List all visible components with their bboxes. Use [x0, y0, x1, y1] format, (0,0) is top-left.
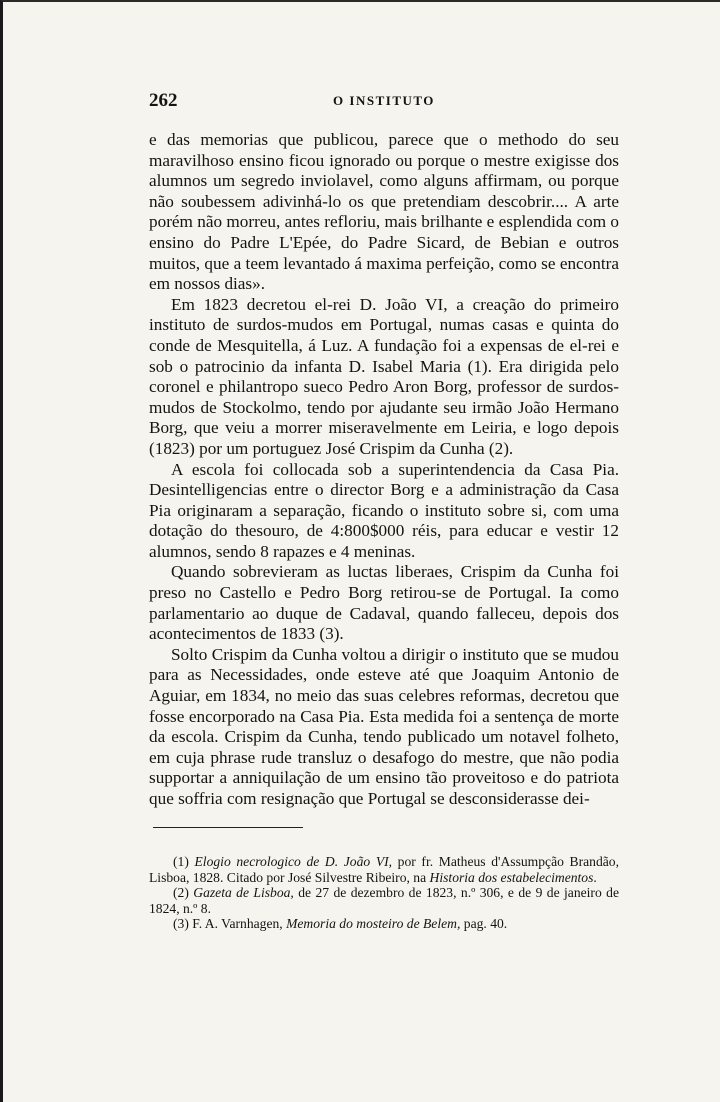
- footnote-title: Memoria do mosteiro de Belem,: [286, 916, 461, 932]
- page-number: 262: [149, 90, 178, 111]
- footnote-marker: (3): [173, 916, 189, 932]
- footnote: [149, 854, 619, 885]
- footnote: [149, 916, 619, 932]
- footnote-text: .: [593, 869, 597, 885]
- main-text: [149, 130, 619, 810]
- running-title: O INSTITUTO: [333, 93, 435, 108]
- footnotes: [149, 854, 619, 932]
- footnote-title: Elogio necrologico de D. João VI,: [194, 854, 393, 869]
- page-header: [149, 90, 619, 114]
- footnote-divider: [153, 827, 303, 828]
- paragraph: Quando sobrevieram as luctas liberaes, Crispim da Cunha foi preso no Castello e Pedro Borg retirou-se de Portugal. Ia como parlamentario ao duque de Cadaval, quando falleceu, depois dos acontecimentos de 1833 (3).: [149, 562, 619, 644]
- footnote-marker: (2): [173, 885, 189, 901]
- paragraph: Solto Crispim da Cunha voltou a dirigir o instituto que se mudou para as Necessidades, onde esteve até que Joaquim Antonio de Aguiar, em 1834, no meio das suas celebres reformas, decretou que fosse encorporado na Casa Pia. Esta medida foi a sentença de morte da escola. Crispim da Cunha, tendo publicado um notavel folheto, em cuja phrase rude transluz o desafogo do mestre, que não podia supportar a anniquilação de um ensino tão proveitoso e do patriota que soffria com resignação que Portugal se desconsiderasse dei-: [149, 644, 619, 808]
- paragraph: Em 1823 decretou el-rei D. João VI, a creação do primeiro instituto de surdos-mudos em Portugal, numas casas e quinta do conde de Mesquitella, á Luz. A fundação foi a expensas de el-rei e sob o patrocinio da infanta D. Isabel Maria (1). Era dirigida pelo coronel e philantropo sueco Pedro Aron Borg, professor de surdos-mudos de Stockolmo, tendo por ajudante seu irmão João Hermano Borg, que veiu a morrer miseravelmente em Leiria, e logo depois (1823) por um portuguez José Crispim da Cunha (2).: [149, 294, 619, 458]
- footnote: [149, 885, 619, 916]
- footnote-text: por fr. Matheus d'Assumpção Brandão, Lisboa, 1828. Citado por José Silvestre Ribeiro, na: [149, 854, 619, 885]
- footnote-text: F. A. Varnhagen,: [192, 916, 287, 932]
- paragraph: A escola foi collocada sob a superintendencia da Casa Pia. Desintelligencias entre o director Borg e a administração da Casa Pia originaram a separação, ficando o instituto sobre si, com uma dotação do thesouro, de 4:800$000 réis, para educar e vestir 12 alumnos, sendo 8 rapazes e 4 meninas.: [149, 459, 619, 561]
- footnote-title: Historia dos estabelecimentos: [429, 869, 594, 885]
- footnote-title: Gazeta de Lisboa,: [193, 885, 294, 901]
- footnote-text: de 27 de dezembro de 1823, n.º 306, e de 9 de janeiro de 1824, n.º 8.: [149, 885, 619, 916]
- footnote-text: pag. 40.: [460, 916, 508, 932]
- footnote-marker: (1): [173, 854, 189, 869]
- paragraph: e das memorias que publicou, parece que o methodo do seu maravilhoso ensino ficou ignorado ou porque o mestre exigisse dos alumnos um segredo inviolavel, como alguns affirmam, ou porque não soubessem adivinhá-lo os que pretendiam descobrir.... A arte porém não morreu, antes refloriu, mais brilhante e esplendida com o ensino do Padre L'Epée, do Padre Sicard, de Bebian e outros muitos, que a teem levantado á maxima perfeição, como se encontra em nossos dias».: [149, 130, 619, 294]
